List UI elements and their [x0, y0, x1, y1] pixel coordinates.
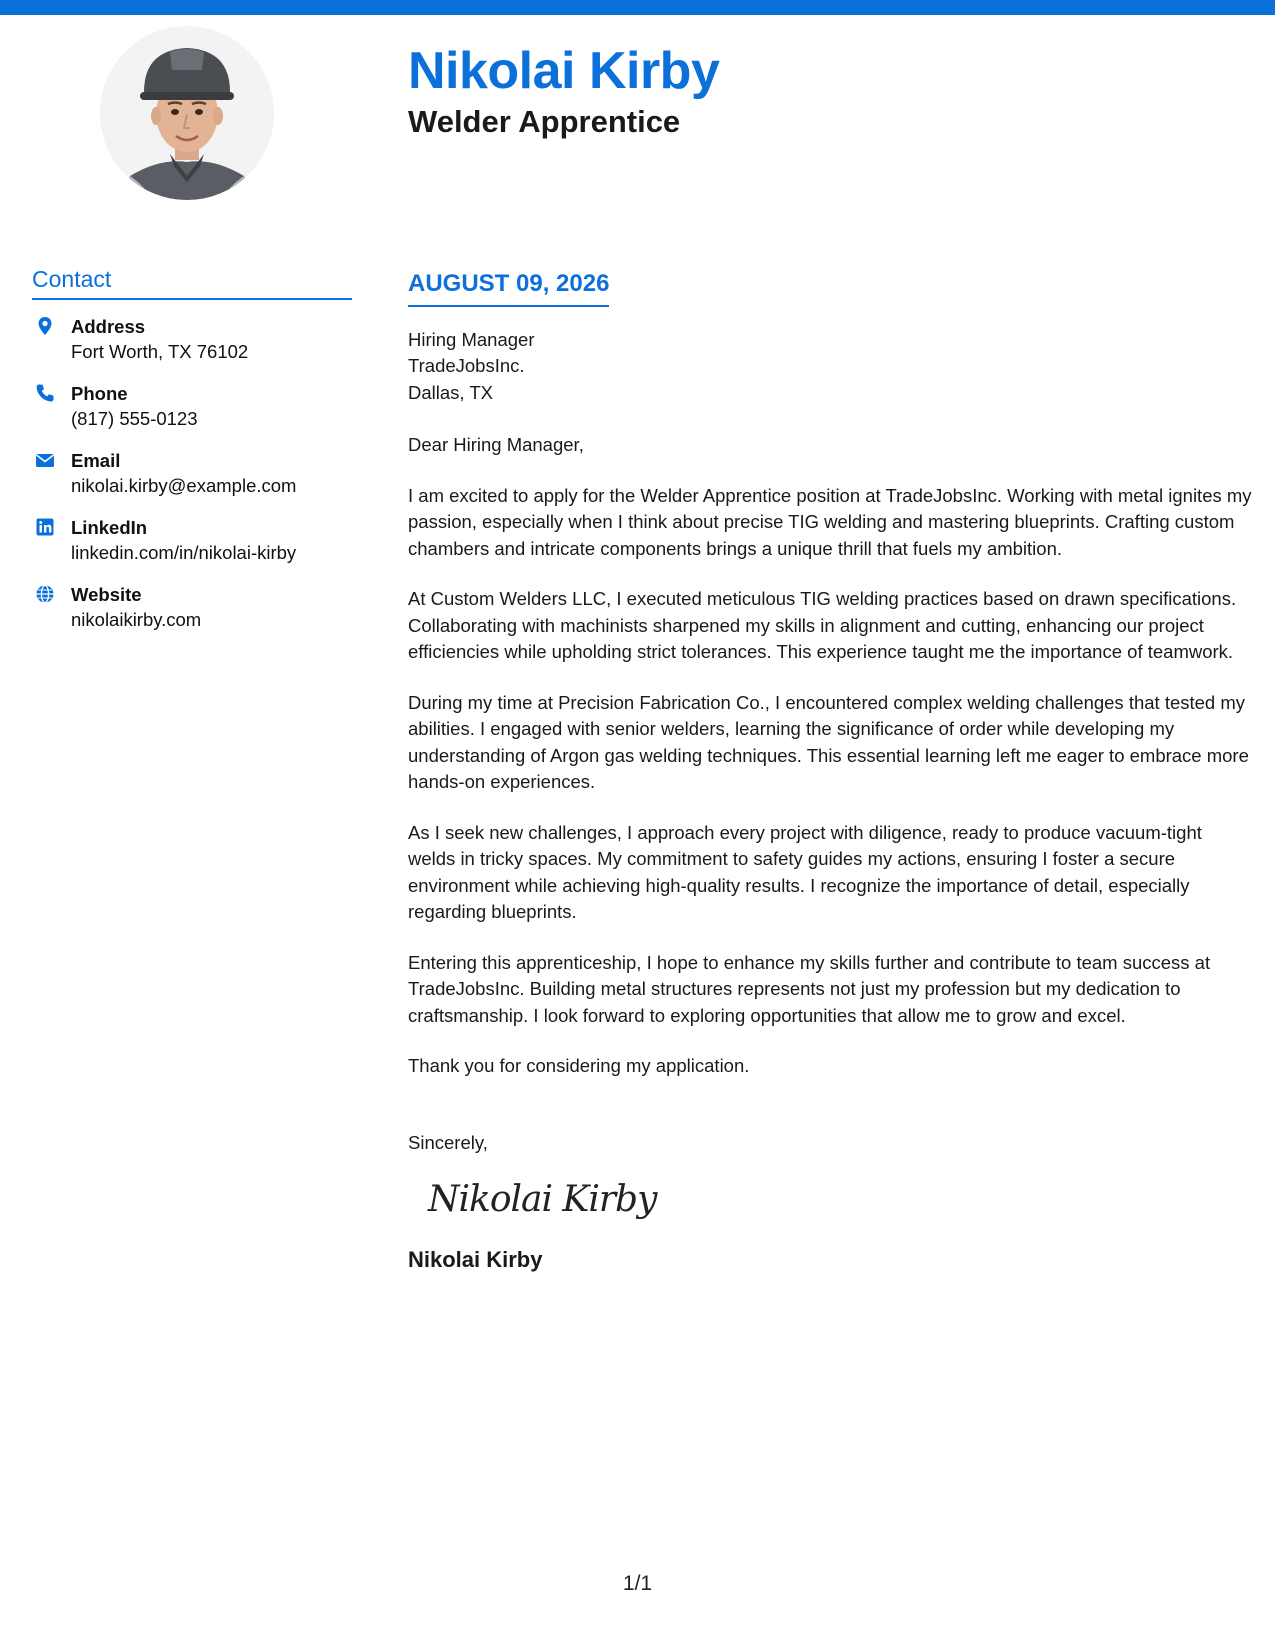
location-pin-icon — [35, 316, 55, 336]
contact-label-address: Address — [71, 315, 146, 337]
recipient-block — [408, 327, 1253, 407]
contact-value-phone: (817) 555-0123 — [71, 407, 198, 429]
contact-item-address — [32, 314, 352, 364]
contact-value-address: Fort Worth, TX 76102 — [71, 340, 249, 362]
handwritten-signature: Nikolai Kirby — [428, 1179, 657, 1221]
body-paragraph: During my time at Precision Fabrication Co., I encountered complex welding challenges that tested my abilities. I engaged with senior welders, learning the significance of order while developing my understanding of Argon gas welding techniques. This essential learning left me eager to embrace more hands-on experiences. — [408, 691, 1249, 793]
recipient-line: Dallas, TX — [408, 381, 493, 403]
job-title: Welder Apprentice — [408, 104, 681, 139]
linkedin-link[interactable]: linkedin.com/in/nikolai-kirby — [71, 541, 297, 563]
contact-label-website: Website — [71, 583, 142, 605]
cover-letter — [408, 270, 1253, 1274]
contact-label-email: Email — [71, 449, 121, 471]
website-link[interactable]: nikolaikirby.com — [71, 608, 202, 630]
closing: Sincerely, — [408, 1131, 488, 1153]
signer-name: Nikolai Kirby — [408, 1247, 543, 1273]
recipient-line: TradeJobsInc. — [408, 355, 525, 377]
top-accent-bar — [0, 0, 1275, 15]
contact-item-email — [32, 448, 352, 498]
phone-icon — [35, 383, 55, 403]
body-paragraph: Thank you for considering my application. — [408, 1055, 750, 1077]
linkedin-icon — [35, 517, 55, 537]
contact-heading: Contact — [32, 266, 352, 300]
email-link[interactable]: nikolai.kirby@example.com — [71, 474, 297, 496]
contact-label-linkedin: LinkedIn — [71, 516, 148, 538]
page-number: 1/1 — [622, 1572, 653, 1595]
body-paragraph: I am excited to apply for the Welder Apprentice position at TradeJobsInc. Working with metal ignites my passion, especially when I think about precise TIG welding and mastering blueprints. Crafting custom chambers and intricate components brings a unique thrill that fuels my ambition. — [408, 484, 1252, 559]
avatar — [100, 26, 274, 200]
body-paragraph: Entering this apprenticeship, I hope to enhance my skills further and contribute to team success at TradeJobsInc. Building metal structures represents not just my profession but my dedication to craftsmanship. I look forward to exploring opportunities that allow me to grow and excel. — [408, 951, 1211, 1026]
contact-item-website — [32, 582, 352, 632]
letter-date: AUGUST 09, 2026 — [408, 270, 609, 307]
salutation: Dear Hiring Manager, — [408, 434, 584, 456]
applicant-name: Nikolai Kirby — [408, 42, 720, 100]
contact-item-phone — [32, 381, 352, 431]
recipient-line: Hiring Manager — [408, 328, 535, 350]
contact-label-phone: Phone — [71, 382, 128, 404]
avatar-photo — [100, 26, 274, 200]
contact-sidebar — [32, 266, 352, 649]
globe-icon — [35, 584, 55, 604]
body-paragraph: As I seek new challenges, I approach every project with diligence, ready to produce vacuum-tight welds in tricky spaces. My commitment to safety guides my actions, ensuring I foster a secure environment while achieving high-quality results. I recognize the importance of detail, especially regarding blueprints. — [408, 821, 1202, 923]
contact-list — [32, 314, 352, 632]
body-paragraph: At Custom Welders LLC, I executed meticulous TIG welding practices based on drawn specifications. Collaborating with machinists sharpened my skills in alignment and cutting, enhancing our project efficiencies while upholding strict tolerances. This experience taught me the importance of teamwork. — [408, 588, 1237, 663]
email-icon — [35, 450, 55, 470]
contact-item-linkedin — [32, 515, 352, 565]
